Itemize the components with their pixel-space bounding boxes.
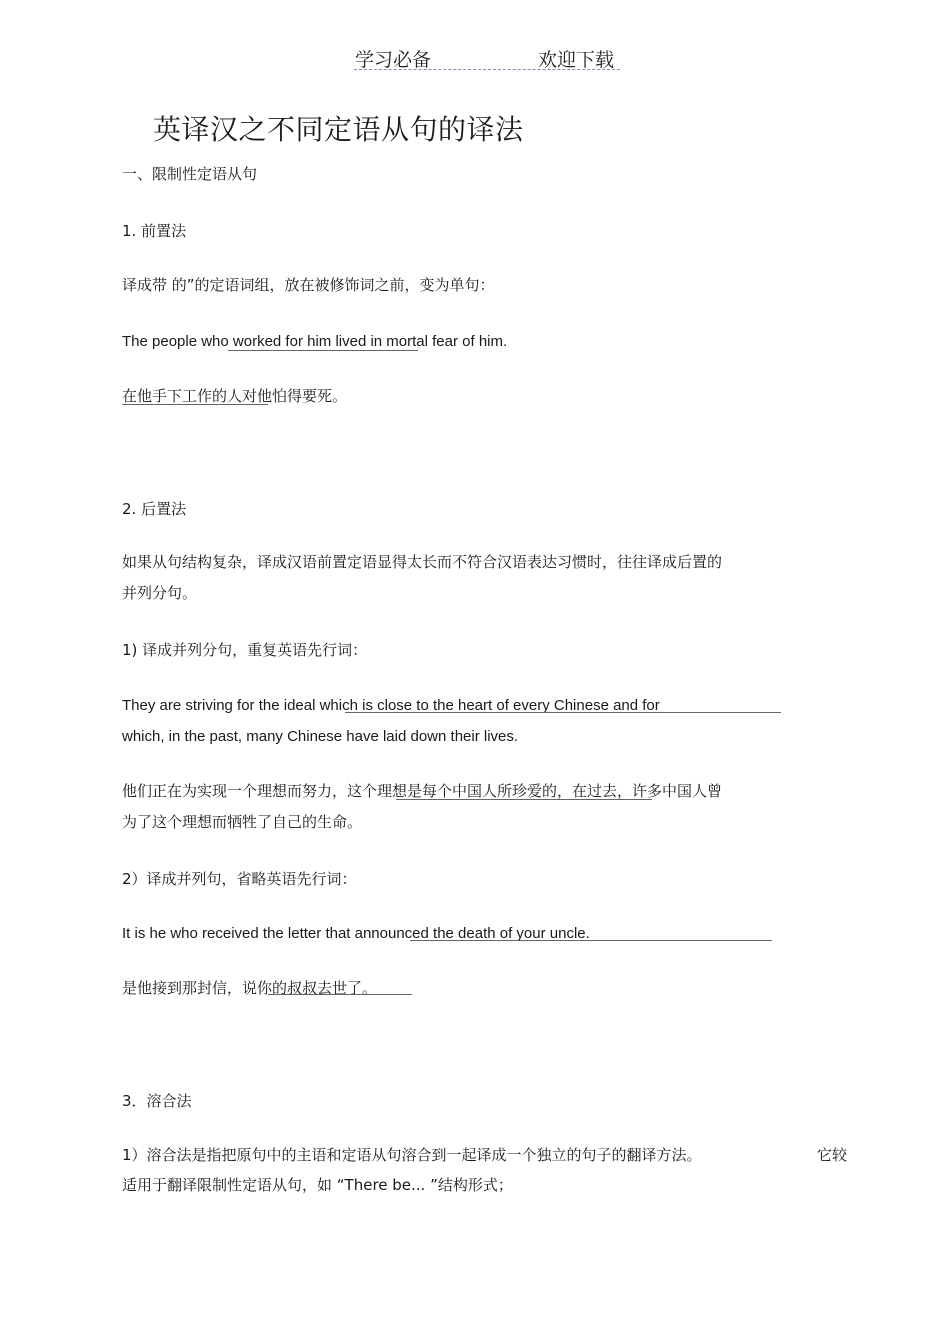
sub2-heading: 2）译成并列句，省略英语先行词： [122,870,357,888]
sub2-example-en: It is he who received the letter that announced the death of your uncle. [122,925,590,942]
method-1-description: 译成带 的”的定语词组，放在被修饰词之前，变为单句： [122,276,495,294]
page-title: 英译汉之不同定语从句的译法 [153,113,524,146]
sub1-example-zh-line1: 他们正在为实现一个理想而努力，这个理想是每个中国人所珍爱的，在过去，许多中国人曾 [122,782,723,800]
method-1-example-zh: 在他手下工作的人对他怕得要死。 [122,387,348,405]
method-3-line1: 1）溶合法是指把原句中的主语和定语从句溶合到一起译成一个独立的句子的翻译方法。 [122,1146,702,1164]
sub1-example-zh-line2: 为了这个理想而牺牲了自己的生命。 [122,813,363,831]
method-1-example-en: The people who worked for him lived in mortal fear of him. [122,333,508,350]
method-3-line1-tail: 它较 [817,1146,848,1164]
method-2-description-line2: 并列分句。 [122,584,198,602]
header-left: 学习必备 [355,49,432,71]
sub1-example-en-line2: which, in the past, many Chinese have laid down their lives. [122,728,519,745]
method-2-heading: 2. 后置法 [122,500,187,518]
sub1-example-en-line1: They are striving for the ideal which is close to the heart of every Chinese and for [122,697,660,714]
underline [345,712,781,713]
sub2-example-zh: 是他接到那封信，说你的叔叔去世了。 [122,979,378,997]
method-3-heading: 3．溶合法 [122,1092,192,1110]
underline [410,940,772,941]
header-right: 欢迎下载 [538,49,615,71]
method-3-line2: 适用于翻译限制性定语从句，如 “There be... ”结构形式； [122,1176,513,1194]
underline [268,994,412,995]
underline [122,404,268,405]
sub1-heading: 1) 译成并列分句，重复英语先行词： [122,641,368,659]
method-1-heading: 1. 前置法 [122,222,187,240]
underline [228,350,418,351]
underline [396,799,652,800]
header-divider [354,69,620,70]
method-2-description-line1: 如果从句结构复杂，译成汉语前置定语显得太长而不符合汉语表达习惯时，往往译成后置的 [122,553,723,571]
section-heading: 一、限制性定语从句 [122,165,258,183]
